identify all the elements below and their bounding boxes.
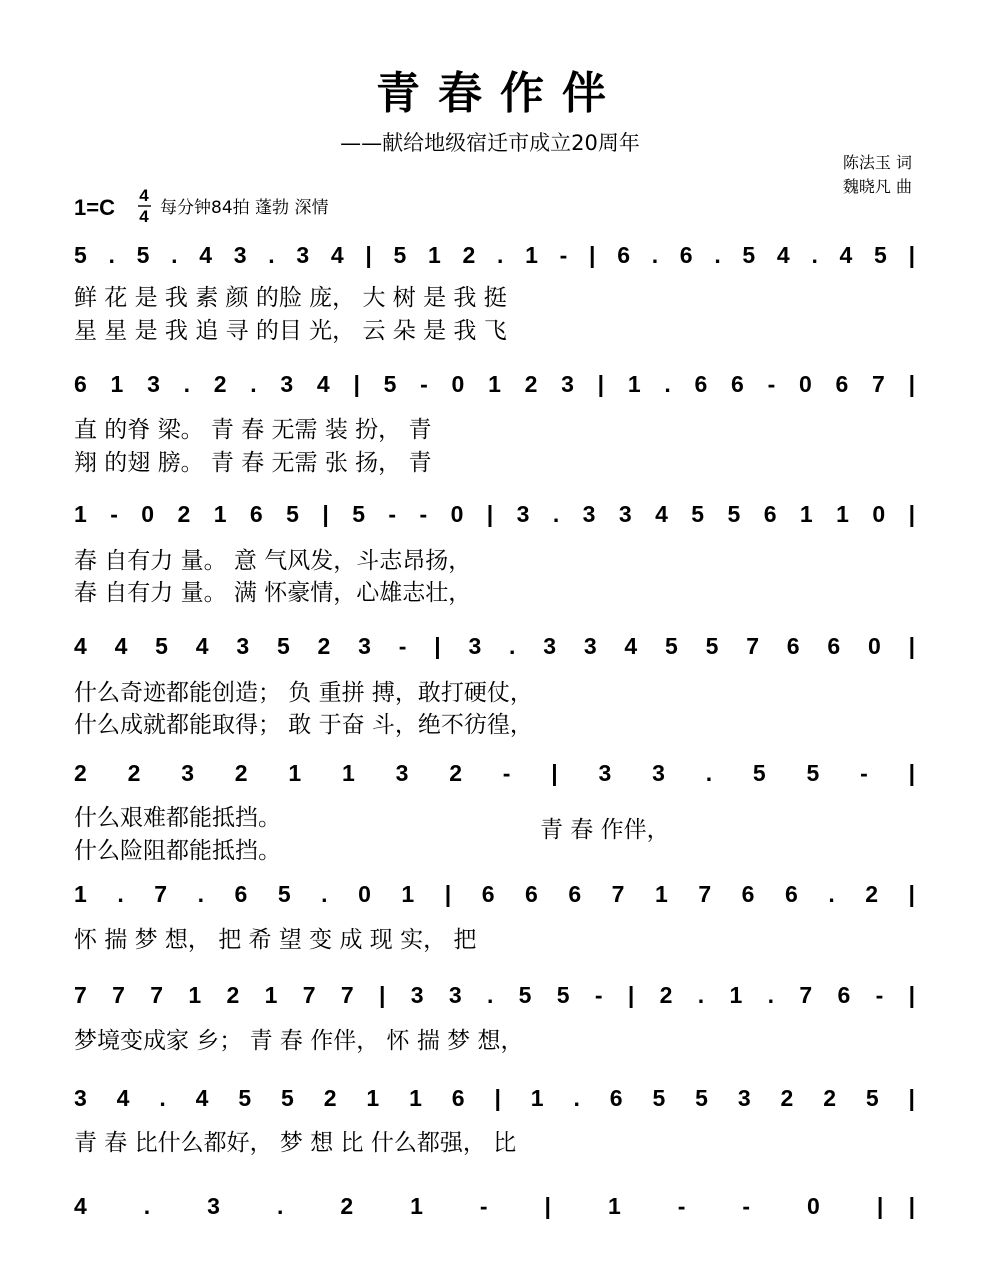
lyric-line: 什么艰难都能抵挡。 [74,805,281,831]
notation-line: 4 4 5 4 3 5 2 3 - | 3 . 3 3 4 5 5 7 6 6 0 | [74,633,916,659]
song-title: 青春作伴 [376,68,624,119]
lyric-line: 青 春 作伴， [540,817,670,843]
lyric-line: 鲜 花 是 我 素 颜 的脸 庞， 大 树 是 我 挺 [74,285,507,311]
tempo-marking: 每分钟84拍 蓬勃 深情 [160,198,329,218]
notation-line: 3 4 . 4 5 5 2 1 1 6 | 1 . 6 5 5 3 2 2 5 | [74,1085,915,1111]
time-signature-denominator: 4 [139,207,149,226]
notation-line: 7 7 7 1 2 1 7 7 | 3 3 . 5 5 - | 2 . 1 . 7 6 - | [74,982,915,1008]
lyric-line: 怀 揣 梦 想， 把 希 望 变 成 现 实， 把 [74,927,477,953]
lyric-line: 什么成就都能取得； 敢 于奋 斗，绝不彷徨， [74,712,533,738]
notation-line: 1 . 7 . 6 5 . 0 1 | 6 6 6 7 1 7 6 6 . 2 | [74,881,915,907]
lyric-line: 春 自有力 量。 意 气风发，斗志昂扬， [74,548,472,574]
notation-line: 5 . 5 . 4 3 . 3 4 | 5 1 2 . 1 - | 6 . 6 . 5 4 . 4 5 | [74,242,916,268]
lyric-line: 什么险阻都能抵挡。 [74,838,281,864]
song-subtitle: ——献给地级宿迁市成立20周年 [340,131,640,155]
lyric-line: 星 星 是 我 追 寻 的目 光， 云 朵 是 我 飞 [74,318,507,344]
lyric-line: 春 自有力 量。 满 怀豪情，心雄志壮， [74,580,472,606]
notation-line: 4 . 3 . 2 1 - | 1 - - 0 || [74,1193,915,1219]
lyricist-credit: 陈法玉 词 [842,153,912,172]
lyric-line: 翔 的翅 膀。 青 春 无需 张 扬， 青 [74,450,432,476]
lyric-line: 什么奇迹都能创造； 负 重拼 搏，敢打硬仗， [74,680,533,706]
time-signature-numerator: 4 [139,186,149,205]
lyric-line: 青 春 比什么都好， 梦 想 比 什么都强， 比 [74,1130,517,1156]
lyric-line: 直 的脊 梁。 青 春 无需 装 扮， 青 [74,417,432,443]
notation-line: 1 - 0 2 1 6 5 | 5 - - 0 | 3 . 3 3 4 5 5 6 1 1 0 | [74,501,915,527]
composer-credit: 魏晓凡 曲 [842,177,912,196]
score-systems [74,242,915,1219]
key-signature: 1=C [74,195,115,220]
notation-line: 2 2 3 2 1 1 3 2 - | 3 3 . 5 5 - | [74,760,915,786]
lyric-line: 梦境变成家 乡； 青 春 作伴， 怀 揣 梦 想， [74,1028,524,1054]
notation-line: 6 1 3 . 2 . 3 4 | 5 - 0 1 2 3 | 1 . 6 6 - 0 6 7 | [74,371,915,397]
